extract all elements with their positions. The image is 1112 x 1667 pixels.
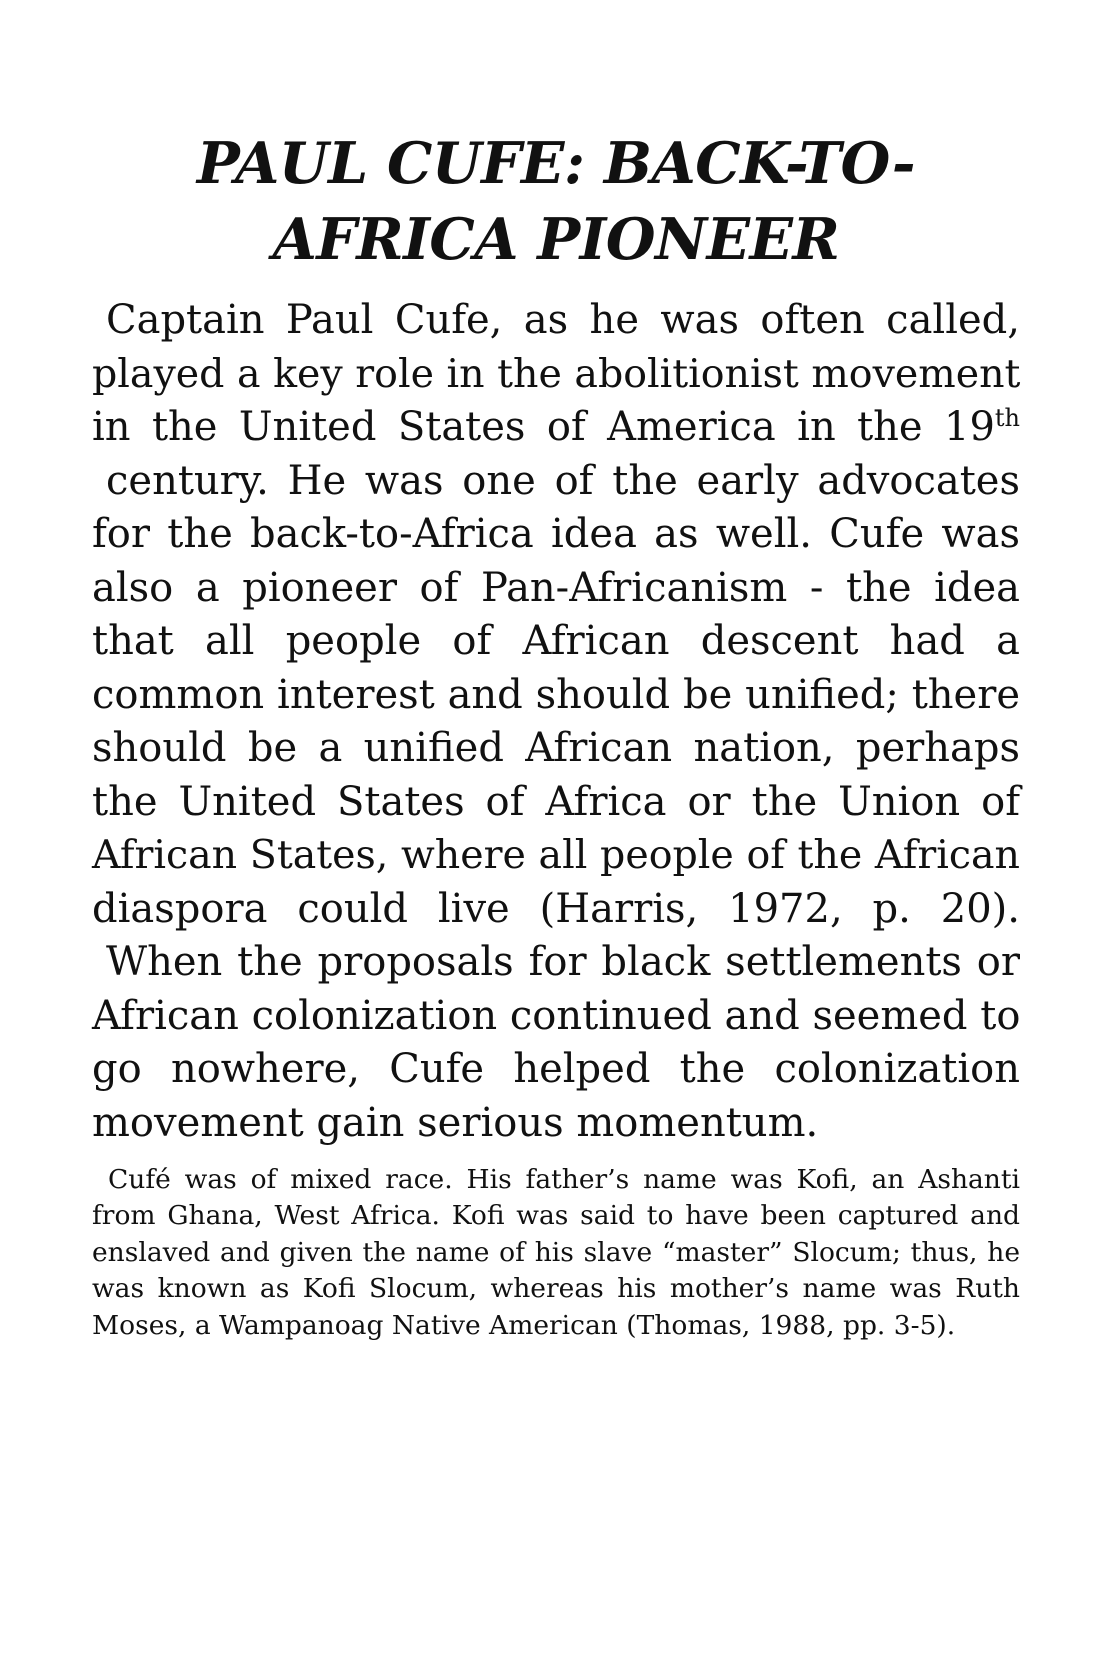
paragraph-line: century. He was one of the early advocates bbox=[106, 457, 1020, 504]
body-paragraph bbox=[92, 294, 1020, 1150]
paragraph-line: should be a unified African nation, perhaps bbox=[92, 725, 1020, 771]
paragraph-line: played a key role in the abolitionist movement bbox=[92, 350, 1021, 397]
paragraph-line: diaspora could live (Harris, 1972, p. 20). bbox=[92, 885, 1020, 932]
paragraph-line: for the back-to-Africa idea as well. Cufe was bbox=[92, 511, 1020, 557]
footnote-line: Cufé was of mixed race. His father’s name was Kofi, an Ashanti bbox=[108, 1164, 1020, 1195]
footnote-line: from Ghana, West Africa. Kofi was said to have been captured and bbox=[92, 1200, 1020, 1232]
footnote bbox=[92, 1162, 1020, 1344]
paragraph-line: also a pioneer of Pan-Africanism - the idea bbox=[92, 564, 1020, 611]
paragraph-line: that all people of African descent had a bbox=[92, 618, 1020, 664]
paragraph-line: the United States of Africa or the Union of bbox=[92, 778, 1020, 825]
superscript-ordinal: th bbox=[994, 404, 1020, 432]
paragraph-line-text: in the United States of America in the 19 bbox=[92, 404, 995, 450]
page-title bbox=[92, 126, 1020, 278]
paragraph-line: go nowhere, Cufe helped the colonization bbox=[92, 1046, 1020, 1092]
paragraph-line: common interest and should be unified; there bbox=[92, 671, 1020, 718]
paragraph-line bbox=[92, 401, 1020, 455]
footnote-line: enslaved and given the name of his slave “master” Slocum; thus, he bbox=[92, 1236, 1020, 1268]
title-line: PAUL CUFE: BACK-TO- bbox=[196, 130, 916, 197]
footnote-line: Moses, a Wampanoag Native American (Thomas, 1988, pp. 3-5). bbox=[92, 1309, 956, 1341]
paragraph-line: Captain Paul Cufe, as he was often called, bbox=[106, 297, 1020, 343]
footnote-line: was known as Kofi Slocum, whereas his mother’s name was Ruth bbox=[92, 1273, 1020, 1305]
paragraph-line: African States, where all people of the African bbox=[92, 832, 1020, 878]
paragraph-line: When the proposals for black settlements or bbox=[106, 939, 1020, 985]
paragraph-line: African colonization continued and seemed to bbox=[92, 992, 1021, 1039]
paragraph-line: movement gain serious momentum. bbox=[92, 1099, 819, 1146]
title-line: AFRICA PIONEER bbox=[272, 206, 840, 273]
